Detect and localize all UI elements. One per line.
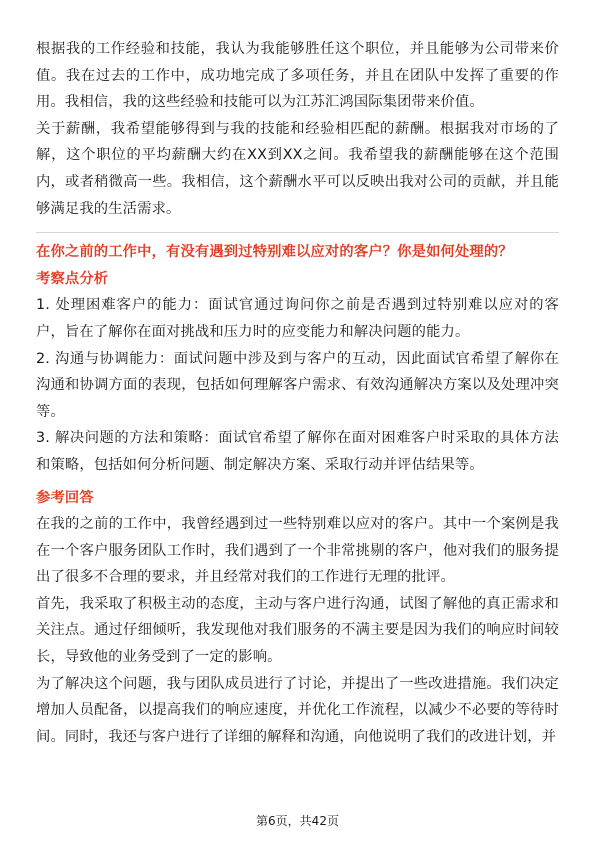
answer-paragraph-2: 首先，我采取了积极主动的态度，主动与客户进行沟通，试图了解他的真正需求和关注点。通过仔细倾听，我发现他对我们服务的不满主要是因为我们的响应时间较长，导致他的业务受到了一定的影响。: [36, 595, 559, 666]
page-number-footer: 第6页，共42页: [256, 814, 339, 828]
section-divider: [36, 232, 559, 233]
analysis-item-2: 2. 沟通与协调能力：面试问题中涉及到与客户的互动，因此面试官希望了解你在沟通和协调方面的表现，包括如何理解客户需求、有效沟通解决方案以及处理冲突等。: [36, 350, 559, 420]
analysis-heading: 考察点分析: [36, 270, 109, 287]
answer-heading: 参考回答: [36, 489, 94, 506]
intro-paragraph-2: 关于薪酬，我希望能够得到与我的技能和经验相匹配的薪酬。根据我对市场的了解，这个职位的平均薪酬大约在XX到XX之间。我希望我的薪酬能够在这个范围内，或者稍微高一些。我相信，这个薪酬水平可以反映出我对公司的贡献，并且能够满足我的生活需求。: [36, 120, 559, 217]
analysis-item-1: 1. 处理困难客户的能力：面试官通过询问你之前是否遇到过特别难以应对的客户，旨在了解你在面对挑战和压力时的应变能力和解决问题的能力。: [36, 297, 559, 340]
answer-paragraph-3: 为了解决这个问题，我与团队成员进行了讨论，并提出了一些改进措施。我们决定增加人员配备，以提高我们的响应速度，并优化工作流程，以减少不必要的等待时间。同时，我还与客户进行了详细的解释和沟通，向他说明了我们的改进计划，并: [36, 675, 559, 745]
page-content: [36, 36, 559, 750]
intro-paragraph-1: 根据我的工作经验和技能，我认为我能够胜任这个职位，并且能够为公司带来价值。我在过去的工作中，成功地完成了多项任务，并且在团队中发挥了重要的作用。我相信，我的这些经验和技能可以为江苏汇鸿国际集团带来价值。: [36, 41, 559, 111]
answer-paragraph-1: 在我的之前的工作中，我曾经遇到过一些特别难以应对的客户。其中一个案例是我在一个客户服务团队工作时，我们遇到了一个非常挑剔的客户，他对我们的服务提出了很多不合理的要求，并且经常对我们的工作进行无理的批评。: [36, 516, 559, 586]
interview-question: 在你之前的工作中，有没有遇到过特别难以应对的客户？你是如何处理的？: [36, 244, 513, 261]
analysis-item-3: 3. 解决问题的方法和策略：面试官希望了解你在面对困难客户时采取的具体方法和策略，包括如何分析问题、制定解决方案、采取行动并评估结果等。: [36, 430, 559, 473]
